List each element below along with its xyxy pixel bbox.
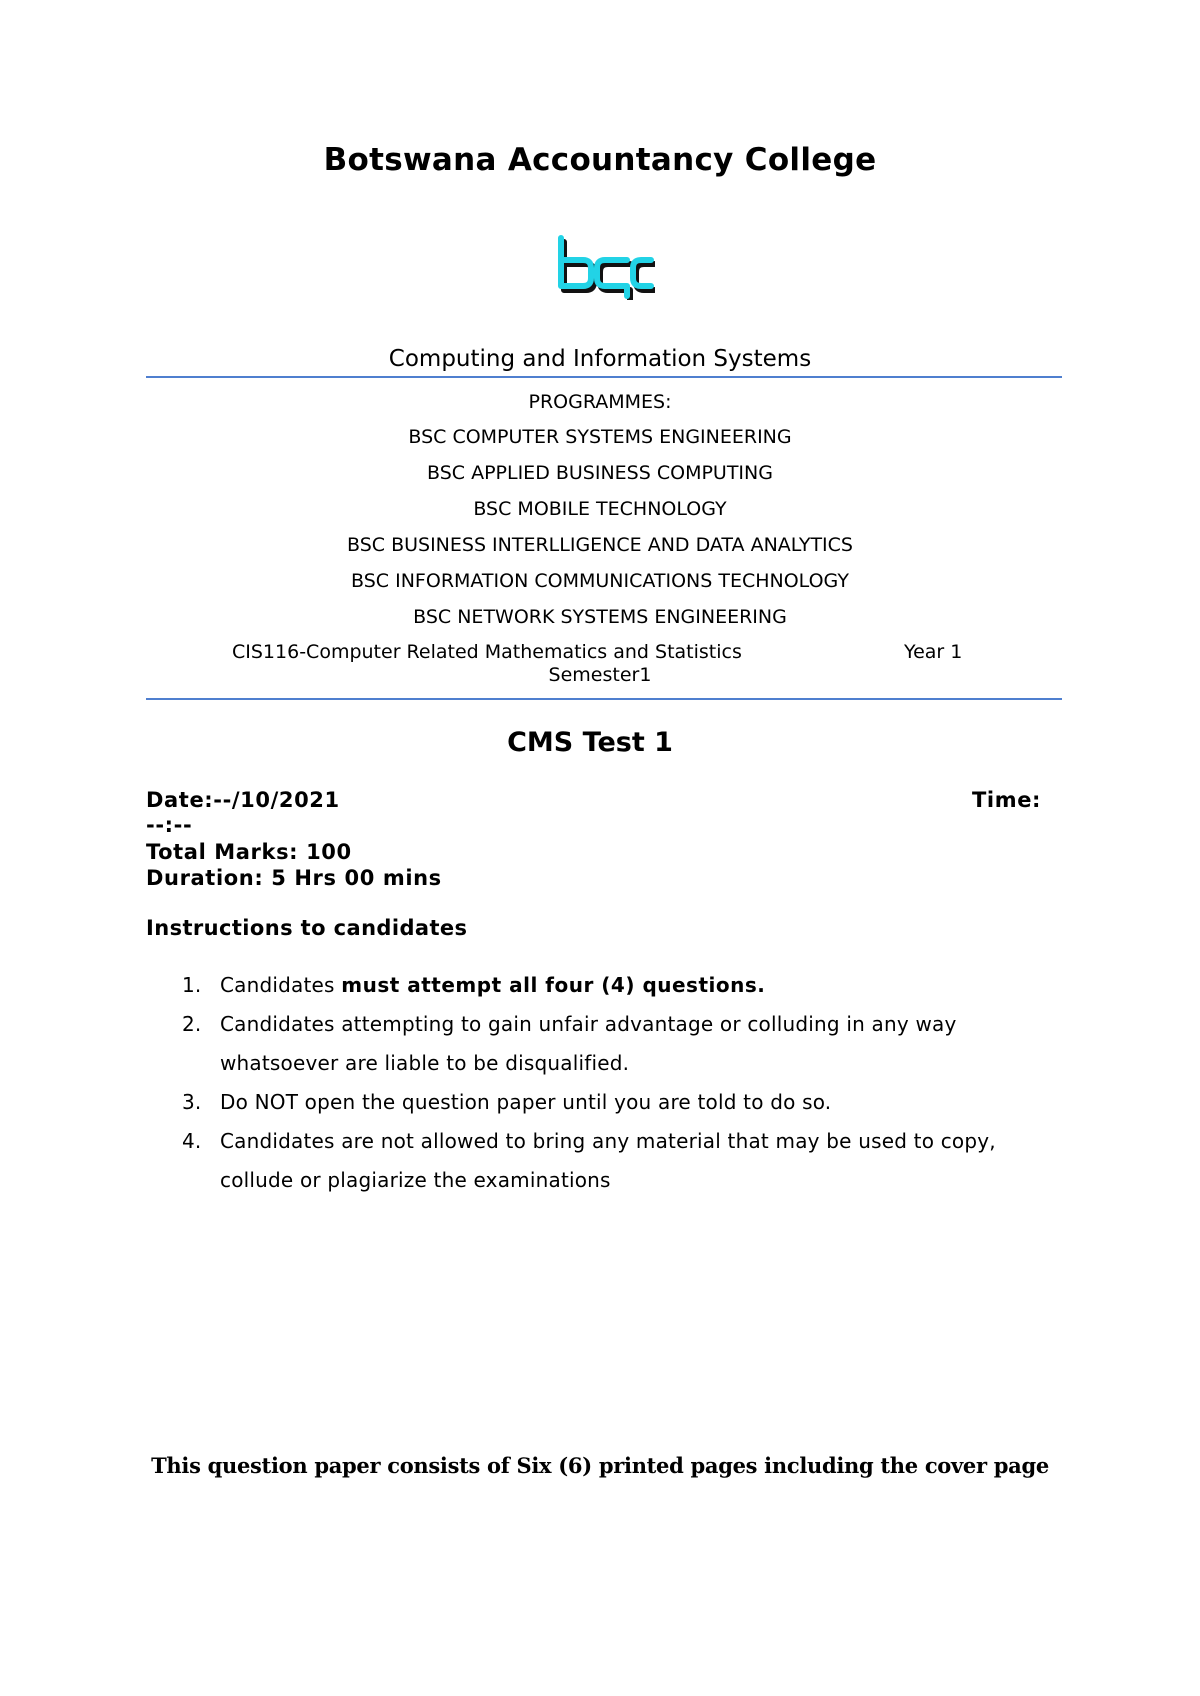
department-name: Computing and Information Systems xyxy=(388,346,812,372)
programme-item: BSC BUSINESS INTERLLIGENCE AND DATA ANALYTICS xyxy=(347,534,853,556)
programme-item: BSC NETWORK SYSTEMS ENGINEERING xyxy=(413,606,787,628)
exam-duration: Duration: 5 Hrs 00 mins xyxy=(146,866,442,890)
instruction-item xyxy=(146,1083,1066,1122)
instruction-number: 1. xyxy=(182,973,202,997)
divider-bottom xyxy=(146,698,1062,700)
exam-time-label: Time: xyxy=(972,788,1042,812)
course-semester: Semester1 xyxy=(548,664,652,686)
course-title: CIS116-Computer Related Mathematics and Statistics xyxy=(232,641,742,663)
instruction-item xyxy=(146,1005,1066,1083)
test-title: CMS Test 1 xyxy=(507,727,673,758)
instruction-text: Candidates are not allowed to bring any material that may be used to copy, collude or plagiarize the examinations xyxy=(220,1129,996,1192)
programme-item: BSC COMPUTER SYSTEMS ENGINEERING xyxy=(408,426,792,448)
page-count-note: This question paper consists of Six (6) printed pages including the cover page xyxy=(151,1453,1049,1478)
logo-shadow xyxy=(564,242,654,300)
divider-top xyxy=(146,376,1062,378)
instruction-number: 3. xyxy=(182,1090,202,1114)
programme-item: BSC INFORMATION COMMUNICATIONS TECHNOLOGY xyxy=(351,570,849,592)
instructions-heading: Instructions to candidates xyxy=(146,916,468,940)
instruction-text: Candidates xyxy=(220,973,342,997)
bac-logo xyxy=(555,234,655,300)
programmes-heading: PROGRAMMES: xyxy=(528,391,672,413)
instruction-emphasis: must attempt all four (4) questions. xyxy=(341,973,766,997)
instruction-number: 4. xyxy=(182,1129,202,1153)
instruction-text: Do NOT open the question paper until you are told to do so. xyxy=(220,1090,832,1114)
exam-time-value: --:-- xyxy=(146,813,193,837)
programme-list xyxy=(0,426,1200,642)
instructions-list xyxy=(146,966,1066,1200)
programme-item: BSC APPLIED BUSINESS COMPUTING xyxy=(427,462,773,484)
total-marks: Total Marks: 100 xyxy=(146,840,352,864)
course-year: Year 1 xyxy=(904,641,963,663)
exam-date: Date:--/10/2021 xyxy=(146,788,340,812)
college-name: Botswana Accountancy College xyxy=(323,142,877,178)
programme-item: BSC MOBILE TECHNOLOGY xyxy=(473,498,727,520)
instruction-text: Candidates attempting to gain unfair advantage or colluding in any way whatsoever are liable to be disqualified. xyxy=(220,1012,957,1075)
instruction-item xyxy=(146,966,1066,1005)
instruction-item xyxy=(146,1122,1066,1200)
instruction-number: 2. xyxy=(182,1012,202,1036)
